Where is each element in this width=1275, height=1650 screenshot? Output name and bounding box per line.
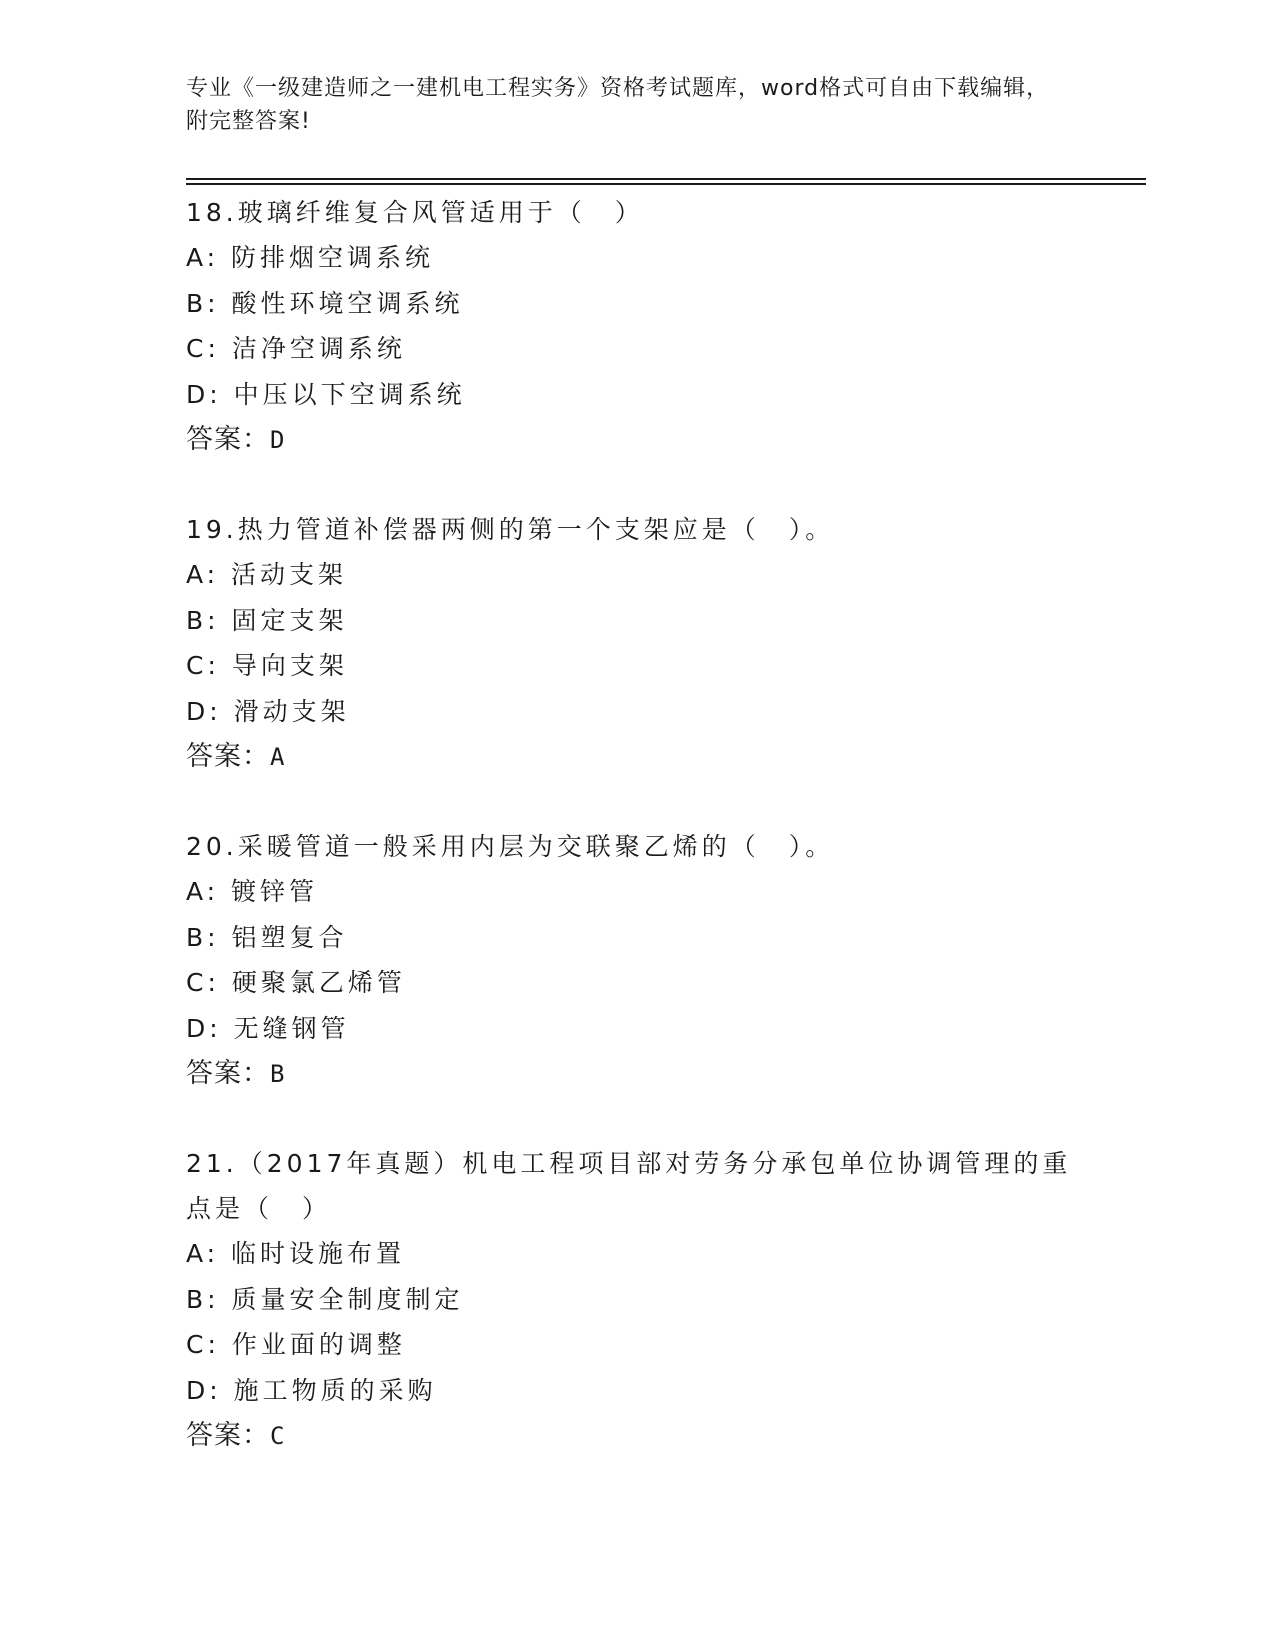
option-c: C: 洁净空调系统: [186, 334, 406, 363]
option-c: C: 硬聚氯乙烯管: [186, 968, 406, 997]
answer-line: [186, 417, 1086, 463]
answer-value: A: [270, 743, 286, 771]
option-d: D: 滑动支架: [186, 696, 350, 726]
option-a: A: 活动支架: [186, 560, 348, 589]
document-intro: 专业《一级建造师之一建机电工程实务》资格考试题库，word格式可自由下载编辑，附完整答案!: [186, 76, 1050, 134]
question-item: [186, 824, 1086, 1097]
answer-label: 答案：: [186, 1058, 270, 1089]
answer-label: 答案：: [186, 741, 270, 772]
question-stem: 20.采暖管道一般采用内层为交联聚乙烯的（ ）。: [186, 832, 835, 861]
answer-line: [186, 734, 1086, 780]
question-item: [186, 507, 1086, 780]
option-c: C: 作业面的调整: [186, 1330, 406, 1359]
option-c: C: 导向支架: [186, 651, 348, 680]
question-item: [186, 190, 1086, 463]
answer-value: D: [270, 426, 286, 454]
option-b: B: 固定支架: [186, 605, 348, 635]
option-d: D: 无缝钢管: [186, 1013, 350, 1043]
answer-line: [186, 1051, 1086, 1097]
header-divider-bottom: [186, 183, 1146, 185]
option-a: A: 防排烟空调系统: [186, 243, 435, 272]
answer-label: 答案：: [186, 424, 270, 455]
option-b: B: 质量安全制度制定: [186, 1284, 464, 1314]
answer-value: B: [270, 1060, 286, 1088]
question-stem: 21.（2017年真题）机电工程项目部对劳务分承包单位协调管理的重点是（ ）: [186, 1149, 1072, 1223]
answer-label: 答案：: [186, 1420, 270, 1451]
answer-value: C: [270, 1422, 286, 1450]
option-d: D: 施工物质的采购: [186, 1375, 437, 1405]
question-item: [186, 1141, 1086, 1459]
header-divider-top: [186, 178, 1146, 180]
option-b: B: 酸性环境空调系统: [186, 288, 464, 318]
question-stem: 18.玻璃纤维复合风管适用于（ ）: [186, 198, 644, 227]
option-d: D: 中压以下空调系统: [186, 379, 466, 409]
answer-line: [186, 1413, 1086, 1459]
question-stem: 19.热力管道补偿器两侧的第一个支架应是（ ）。: [186, 515, 835, 544]
option-b: B: 铝塑复合: [186, 922, 348, 952]
option-a: A: 临时设施布置: [186, 1239, 406, 1268]
question-list: [186, 190, 1086, 1503]
option-a: A: 镀锌管: [186, 877, 319, 906]
